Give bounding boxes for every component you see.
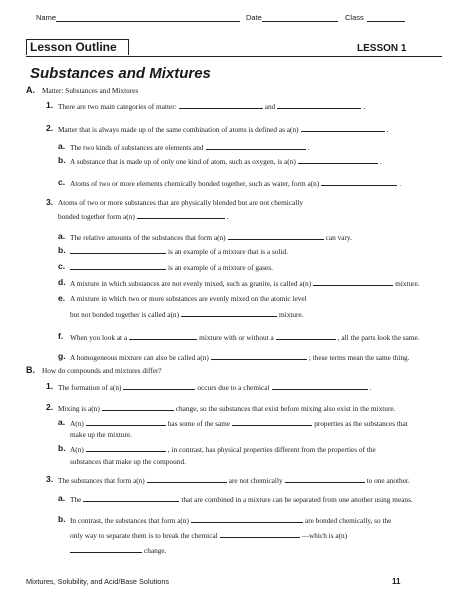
blank-input[interactable] [298,156,378,164]
blank-input[interactable] [220,530,300,538]
item-a2c: Atoms of two or more elements chemically bonded together, such as water, form a(n) . [70,179,402,188]
blank-input[interactable] [285,475,365,483]
item-a3e-line2: but not bonded together is called a(n) mixture. [70,310,304,319]
item-a3-line2: bonded together form a(n) . [58,212,229,221]
lesson-label: LESSON 1 [357,43,407,54]
blank-input[interactable] [206,142,306,150]
footer-text: Mixtures, Solubility, and Acid/Base Solutions [26,577,170,586]
item-a2b: A substance that is made up of only one kind of atom, such as oxygen, is a(n) . [70,157,382,166]
item-b3b-num: b. [58,514,66,524]
blank-input[interactable] [86,444,166,452]
item-a3-line1: Atoms of two or more substances that are physically blended but are not chemically [58,198,303,207]
item-a1: There are two main categories of matter: and . [58,102,366,111]
blank-input[interactable] [211,352,307,360]
item-b3: The substances that form a(n) are not chemically to one another. [58,476,410,485]
item-a2-num: 2. [46,123,54,133]
item-b2: Mixing is a(n) change, so the substances that exist before mixing also exist in the mixture. [58,404,396,413]
name-field[interactable] [56,21,240,22]
item-a3g-num: g. [58,351,66,361]
item-b2b-num: b. [58,443,66,453]
blank-input[interactable] [129,332,197,340]
item-b3b-line2: only way to separate them is to break the chemical —which is a(n) [70,531,348,540]
item-a3f: When you look at a mixture with or without a , all the parts look the same. [70,333,420,342]
blank-input[interactable] [276,332,336,340]
section-b-title: How do compounds and mixtures differ? [42,366,162,375]
item-a2c-num: c. [58,177,66,187]
item-a3e-line1: A mixture in which two or more substances are evenly mixed on the atomic level [70,294,307,303]
blank-input[interactable] [301,124,385,132]
blank-input[interactable] [70,246,166,254]
section-a-letter: A. [26,85,35,95]
item-a3-num: 3. [46,197,54,207]
item-b3b-line3: change. [70,545,167,555]
blank-input[interactable] [181,309,277,317]
item-b2a-line2: make up the mixture. [70,430,133,439]
blank-input[interactable] [70,545,142,553]
item-a3g: A homogeneous mixture can also be called a(n) ; these terms mean the same thing. [70,353,410,362]
blank-input[interactable] [272,382,368,390]
item-a3a-num: a. [58,231,66,241]
page-number: 11 [392,577,401,586]
item-b2a-num: a. [58,417,66,427]
blank-input[interactable] [313,278,393,286]
item-a3b: is an example of a mixture that is a solid. [70,246,288,256]
item-a2a-num: a. [58,141,66,151]
item-b2b-line2: substances that make up the compound. [70,457,186,466]
blank-input[interactable] [191,515,303,523]
blank-input[interactable] [123,382,195,390]
item-a3c-num: c. [58,261,66,271]
blank-input[interactable] [83,494,179,502]
item-b3a-num: a. [58,493,66,503]
item-b3-num: 3. [46,474,54,484]
item-a3c: is an example of a mixture of gases. [70,262,273,272]
blank-input[interactable] [137,211,225,219]
blank-input[interactable] [232,418,312,426]
blank-input[interactable] [228,232,324,240]
item-a3b-num: b. [58,245,66,255]
item-a3d-num: d. [58,277,66,287]
page-title: Substances and Mixtures [30,65,211,82]
item-b2a-line1: A(n) has some of the same properties as the substances that [70,419,408,428]
item-a3a: The relative amounts of the substances that form a(n) can vary. [70,233,352,242]
item-a2b-num: b. [58,155,66,165]
blank-input[interactable] [70,262,166,270]
item-b3a: The that are combined in a mixture can be separated from one another using means. [70,495,413,504]
item-a2: Matter that is always made up of the same combination of atoms is defined as a(n) . [58,125,389,134]
section-a-title: Matter: Substances and Mixtures [42,86,139,95]
class-label: Class [345,13,364,22]
item-a3e-num: e. [58,293,66,303]
date-field[interactable] [262,21,338,22]
item-b3b-line1: In contrast, the substances that form a(n) are bonded chemically, so the [70,516,392,525]
item-b2b-line1: A(n) , in contrast, has physical properties different from the properties of the [70,445,376,454]
class-field[interactable] [367,21,405,22]
item-a3f-num: f. [58,331,64,341]
item-b1-num: 1. [46,381,54,391]
header-rule [26,56,442,57]
blank-input[interactable] [102,403,174,411]
blank-input[interactable] [179,101,263,109]
item-b1: The formation of a(n) occurs due to a chemical . [58,383,372,392]
section-b-letter: B. [26,365,35,375]
item-a1-num: 1. [46,100,54,110]
item-a3d: A mixture in which substances are not evenly mixed, such as granite, is called a(n) mixture. [70,279,420,288]
item-a2a: The two kinds of substances are elements and . [70,143,310,152]
blank-input[interactable] [147,475,227,483]
date-label: Date [246,13,262,22]
outline-label: Lesson Outline [30,40,117,54]
name-label: Name [36,13,57,22]
blank-input[interactable] [86,418,166,426]
item-b2-num: 2. [46,402,54,412]
blank-input[interactable] [277,101,361,109]
blank-input[interactable] [321,178,397,186]
